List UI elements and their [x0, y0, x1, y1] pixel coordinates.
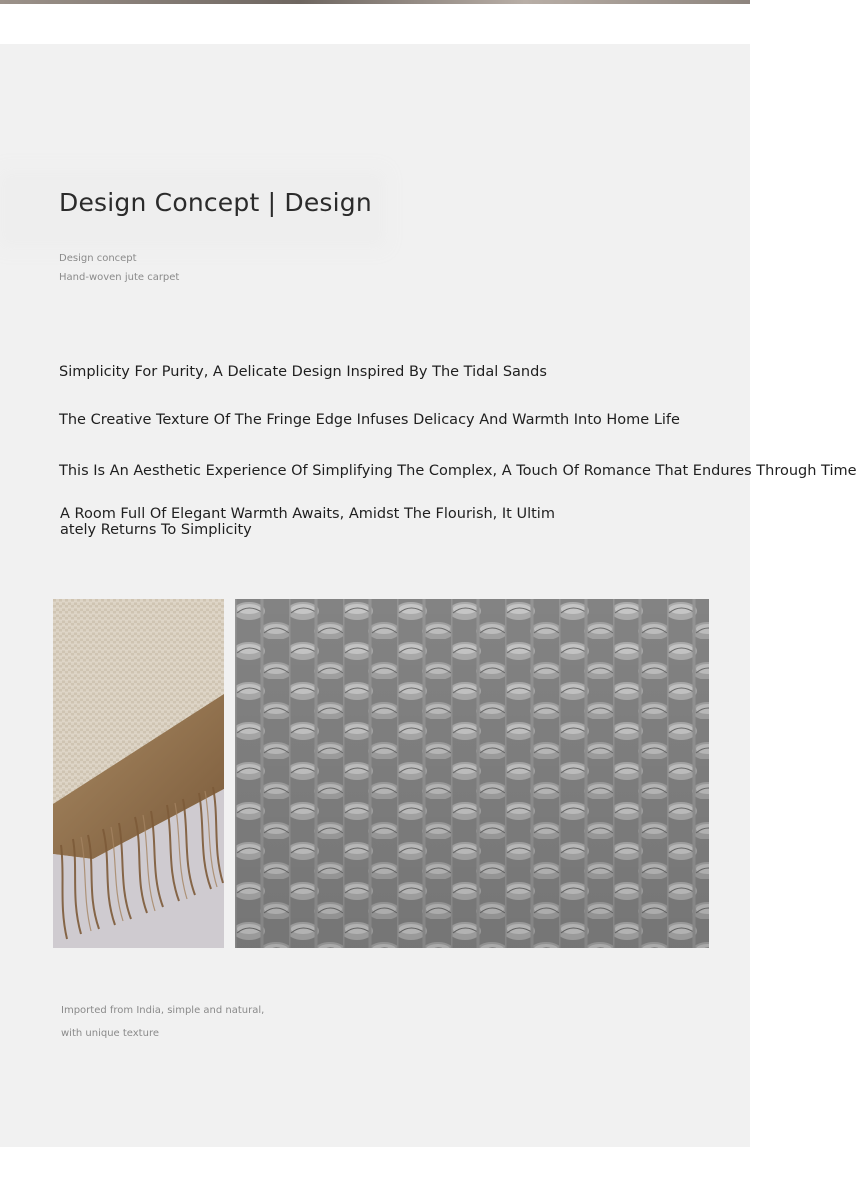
subtitle-design-concept: Design concept — [59, 253, 137, 264]
jute-fringe-photo — [53, 599, 224, 948]
description-line-3: This Is An Aesthetic Experience Of Simplifying The Complex, A Touch Of Romance That Endures Through Time — [59, 463, 857, 479]
design-concept-section — [0, 44, 857, 1147]
woven-texture-closeup-photo — [235, 599, 709, 948]
caption-line-1: Imported from India, simple and natural, — [61, 1005, 265, 1016]
description-line-2: The Creative Texture Of The Fringe Edge Infuses Delicacy And Warmth Into Home Life — [59, 412, 680, 428]
description-line-1: Simplicity For Purity, A Delicate Design Inspired By The Tidal Sands — [59, 364, 547, 380]
subtitle-product-type: Hand-woven jute carpet — [59, 272, 180, 283]
section-title: Design Concept | Design — [59, 188, 372, 217]
top-banner-image-edge — [0, 0, 750, 4]
caption-line-2: with unique texture — [61, 1028, 159, 1039]
description-line-4: A Room Full Of Elegant Warmth Awaits, Amidst The Flourish, It Ultim ately Returns To Simplicity — [60, 506, 555, 538]
